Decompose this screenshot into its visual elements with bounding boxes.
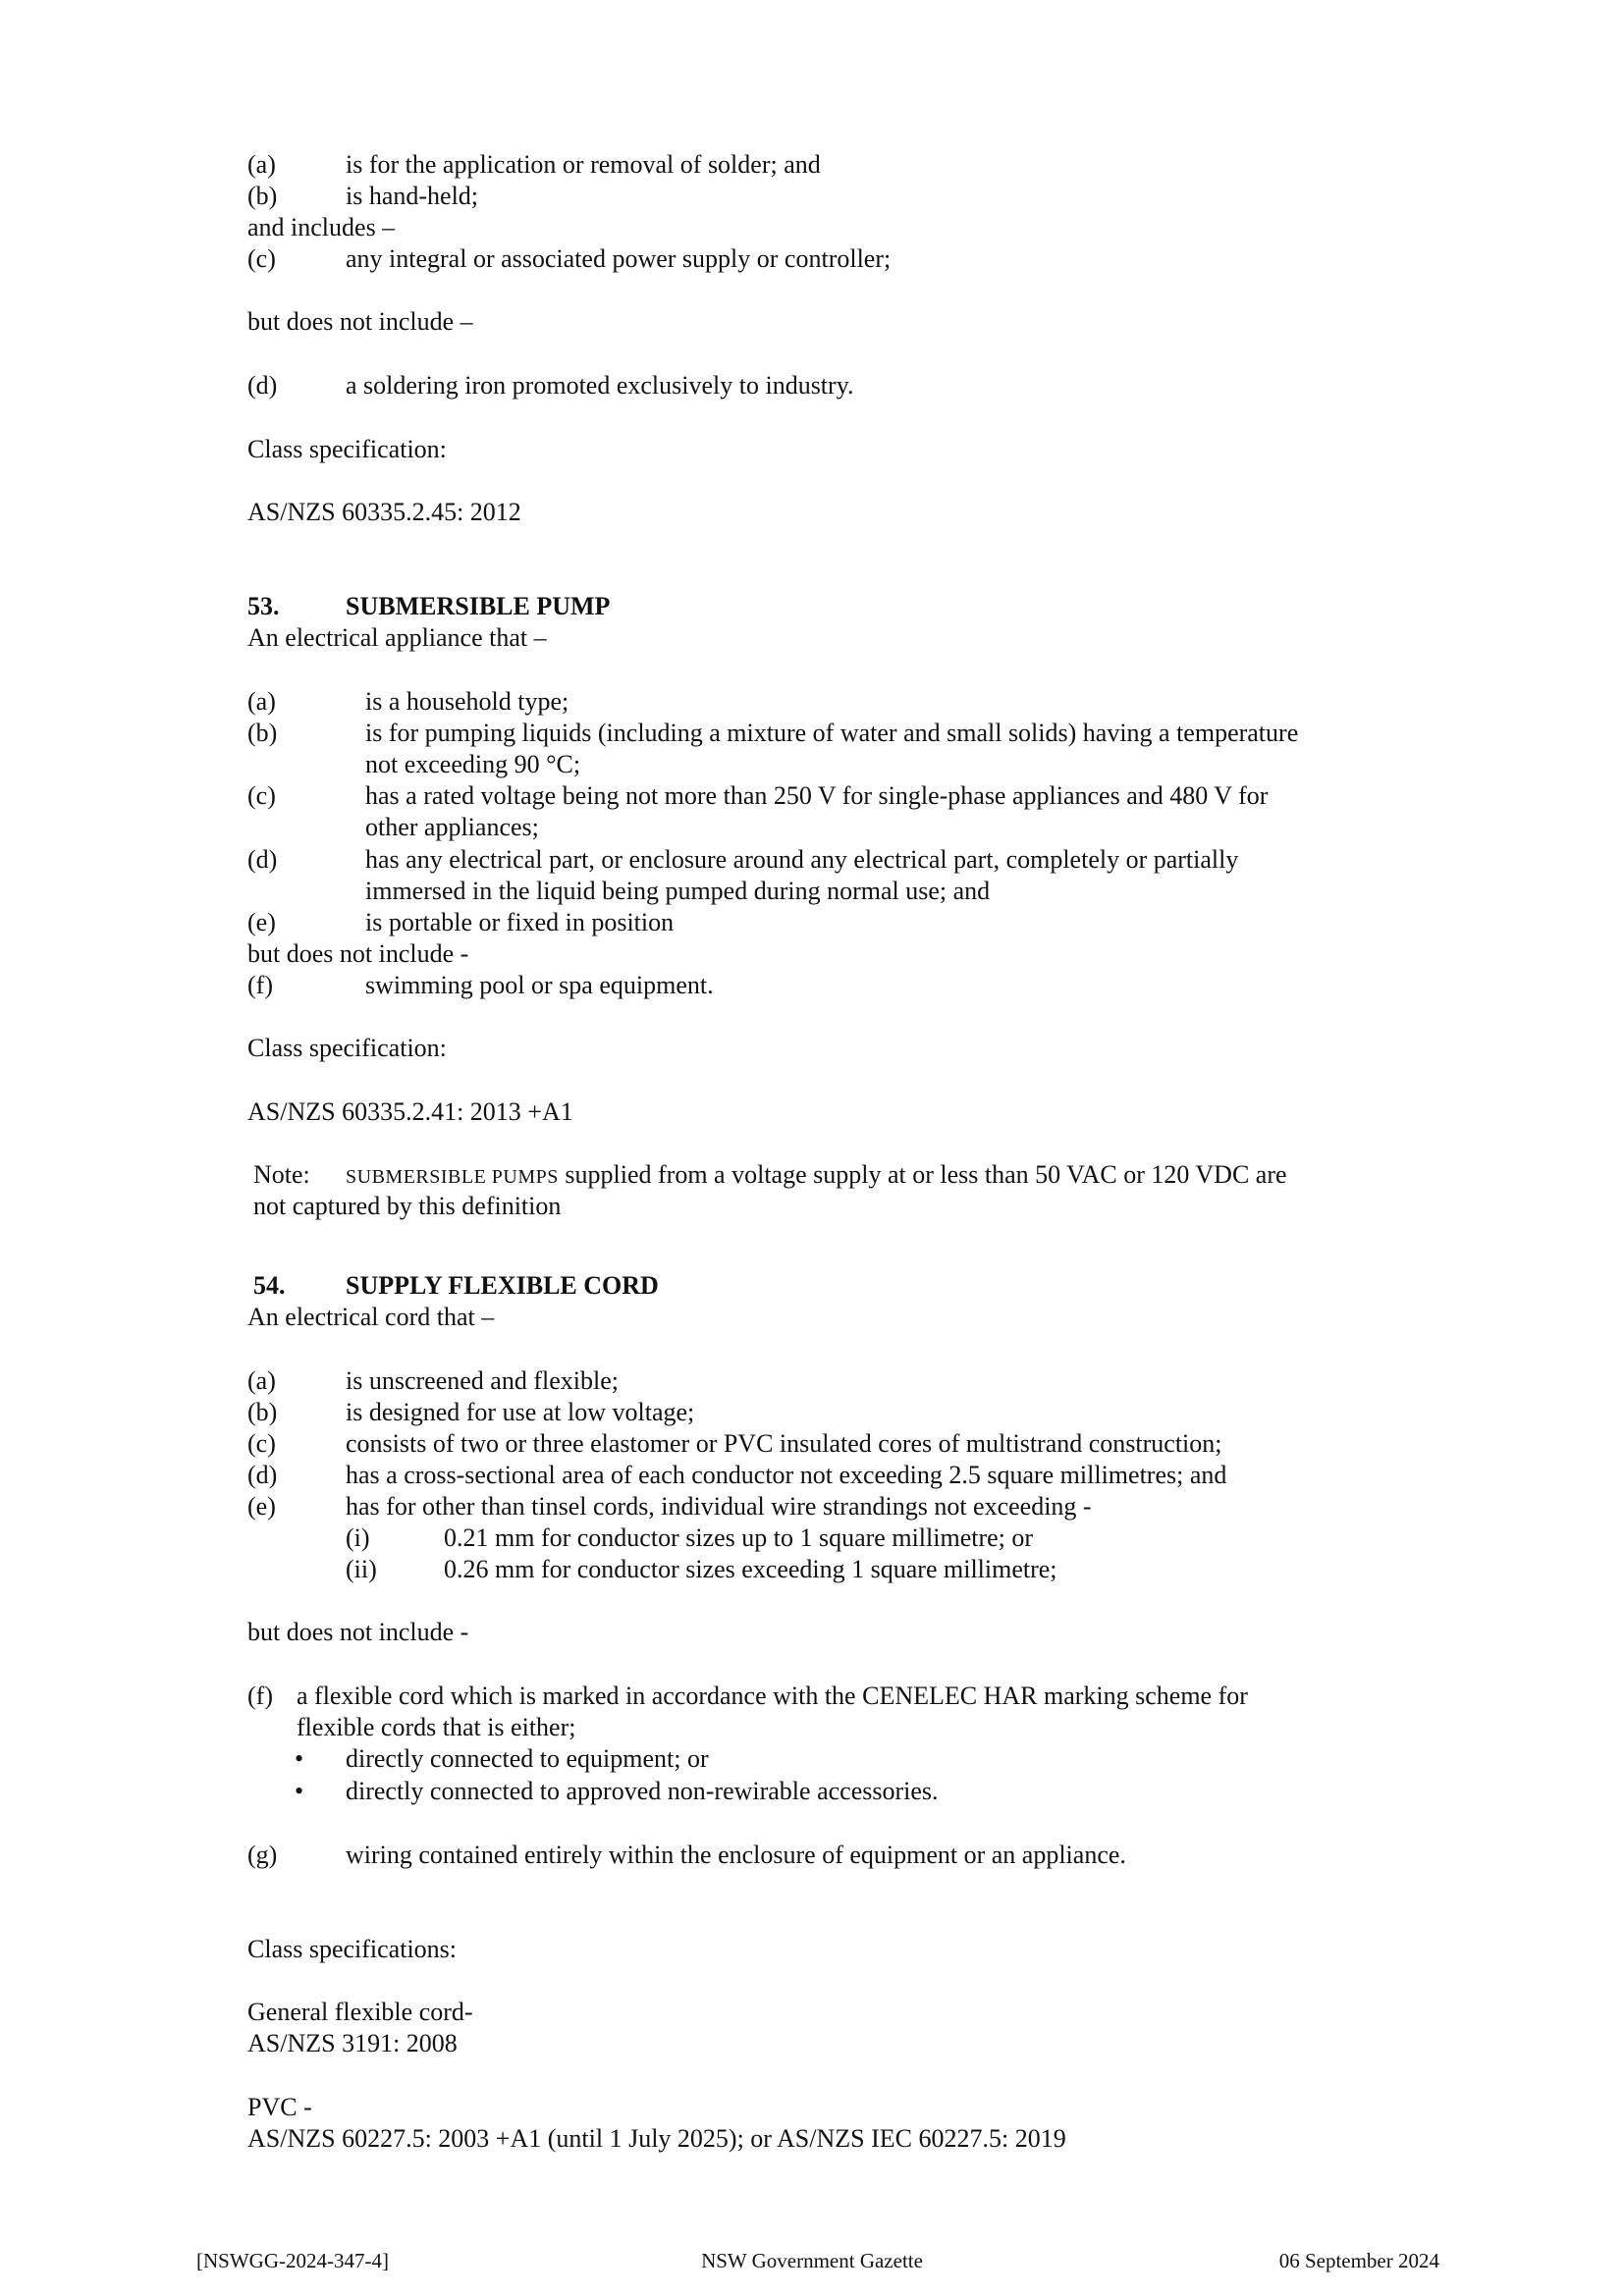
item-text: is hand-held; (346, 182, 479, 210)
item-text: has a rated voltage being not more than 250 V for single-phase appliances and 480 V for (365, 781, 1269, 810)
section-title: SUBMERSIBLE PUMP (346, 592, 611, 620)
item-label: (c) (247, 1429, 276, 1458)
note-term: SUBMERSIBLE PUMPS (346, 1166, 559, 1188)
note-label: Note: (253, 1160, 310, 1189)
item-label: (b) (247, 182, 278, 210)
excludes-text: but does not include - (247, 939, 469, 968)
item-text: a soldering iron promoted exclusively to industry. (346, 371, 854, 400)
class-spec-label: Class specification: (247, 1034, 447, 1062)
item-text: immersed in the liquid being pumped during normal use; and (365, 877, 991, 905)
section-number: 53. (247, 592, 280, 620)
section-number: 54. (253, 1271, 286, 1300)
item-text: a flexible cord which is marked in accordance with the CENELEC HAR marking scheme for (297, 1682, 1248, 1710)
section-intro: An electrical cord that – (247, 1303, 495, 1331)
excludes-text: but does not include - (247, 1618, 469, 1646)
includes-text: and includes – (247, 213, 396, 241)
item-label: (a) (247, 1366, 276, 1395)
item-label: (d) (247, 845, 278, 874)
subitem-text: 0.21 mm for conductor sizes up to 1 square millimetre; or (444, 1523, 1034, 1552)
item-label: (a) (247, 687, 276, 716)
subitem-label: (ii) (346, 1555, 377, 1583)
note-line-2: not captured by this definition (253, 1192, 562, 1220)
item-label: (f) (247, 971, 273, 999)
item-text: is a household type; (365, 687, 569, 716)
item-label: (d) (247, 371, 278, 400)
note-line (346, 1159, 1287, 1193)
class-spec-label: Class specifications: (247, 1935, 458, 1963)
section-intro: An electrical appliance that – (247, 623, 547, 652)
bullet-icon: • (295, 1777, 304, 1805)
bullet-text: directly connected to approved non-rewirable accessories. (346, 1777, 939, 1805)
item-label: (e) (247, 1492, 276, 1521)
item-text: flexible cords that is either; (297, 1713, 576, 1741)
item-label: (e) (247, 908, 276, 936)
excludes-text: but does not include – (247, 307, 473, 336)
pvc-label: PVC - (247, 2093, 312, 2121)
item-label: (c) (247, 244, 276, 273)
item-text: is portable or fixed in position (365, 908, 675, 936)
footer-date: 06 September 2024 (1278, 2249, 1439, 2272)
item-text: is unscreened and flexible; (346, 1366, 619, 1395)
item-label: (f) (247, 1682, 273, 1710)
bullet-icon: • (295, 1744, 304, 1773)
footer-reference: [NSWGG-2024-347-4] (196, 2249, 389, 2272)
class-spec: AS/NZS 60335.2.45: 2012 (247, 498, 521, 526)
general-label: General flexible cord- (247, 1998, 473, 2026)
item-text: wiring contained entirely within the enclosure of equipment or an appliance. (346, 1841, 1126, 1869)
item-text: any integral or associated power supply or controller; (346, 244, 892, 273)
item-text: not exceeding 90 °C; (365, 750, 581, 778)
bullet-text: directly connected to equipment; or (346, 1744, 709, 1773)
general-spec: AS/NZS 3191: 2008 (247, 2029, 458, 2057)
section-title: SUPPLY FLEXIBLE CORD (346, 1271, 659, 1300)
item-text: has for other than tinsel cords, individual wire strandings not exceeding - (346, 1492, 1092, 1521)
item-text: is for the application or removal of solder; and (346, 150, 821, 179)
item-text: is for pumping liquids (including a mixture of water and small solids) having a temperature (365, 719, 1299, 747)
item-label: (b) (247, 1398, 278, 1426)
item-text: other appliances; (365, 813, 539, 841)
footer-publication: NSW Government Gazette (701, 2249, 923, 2272)
item-label: (g) (247, 1841, 278, 1869)
note-rest: supplied from a voltage supply at or less than 50 VAC or 120 VDC are (565, 1160, 1287, 1189)
item-text: is designed for use at low voltage; (346, 1398, 695, 1426)
item-label: (b) (247, 719, 278, 747)
item-text: consists of two or three elastomer or PVC insulated cores of multistrand construction; (346, 1429, 1222, 1458)
item-label: (d) (247, 1461, 278, 1489)
pvc-spec: AS/NZS 60227.5: 2003 +A1 (until 1 July 2025); or AS/NZS IEC 60227.5: 2019 (247, 2124, 1066, 2153)
subitem-label: (i) (346, 1523, 370, 1552)
item-label: (a) (247, 150, 276, 179)
item-text: swimming pool or spa equipment. (365, 971, 714, 999)
item-text: has a cross-sectional area of each conductor not exceeding 2.5 square millimetres; and (346, 1461, 1227, 1489)
class-spec-label: Class specification: (247, 435, 447, 463)
item-label: (c) (247, 781, 276, 810)
class-spec: AS/NZS 60335.2.41: 2013 +A1 (247, 1097, 573, 1126)
subitem-text: 0.26 mm for conductor sizes exceeding 1 square millimetre; (444, 1555, 1057, 1583)
item-text: has any electrical part, or enclosure around any electrical part, completely or partially (365, 845, 1239, 874)
